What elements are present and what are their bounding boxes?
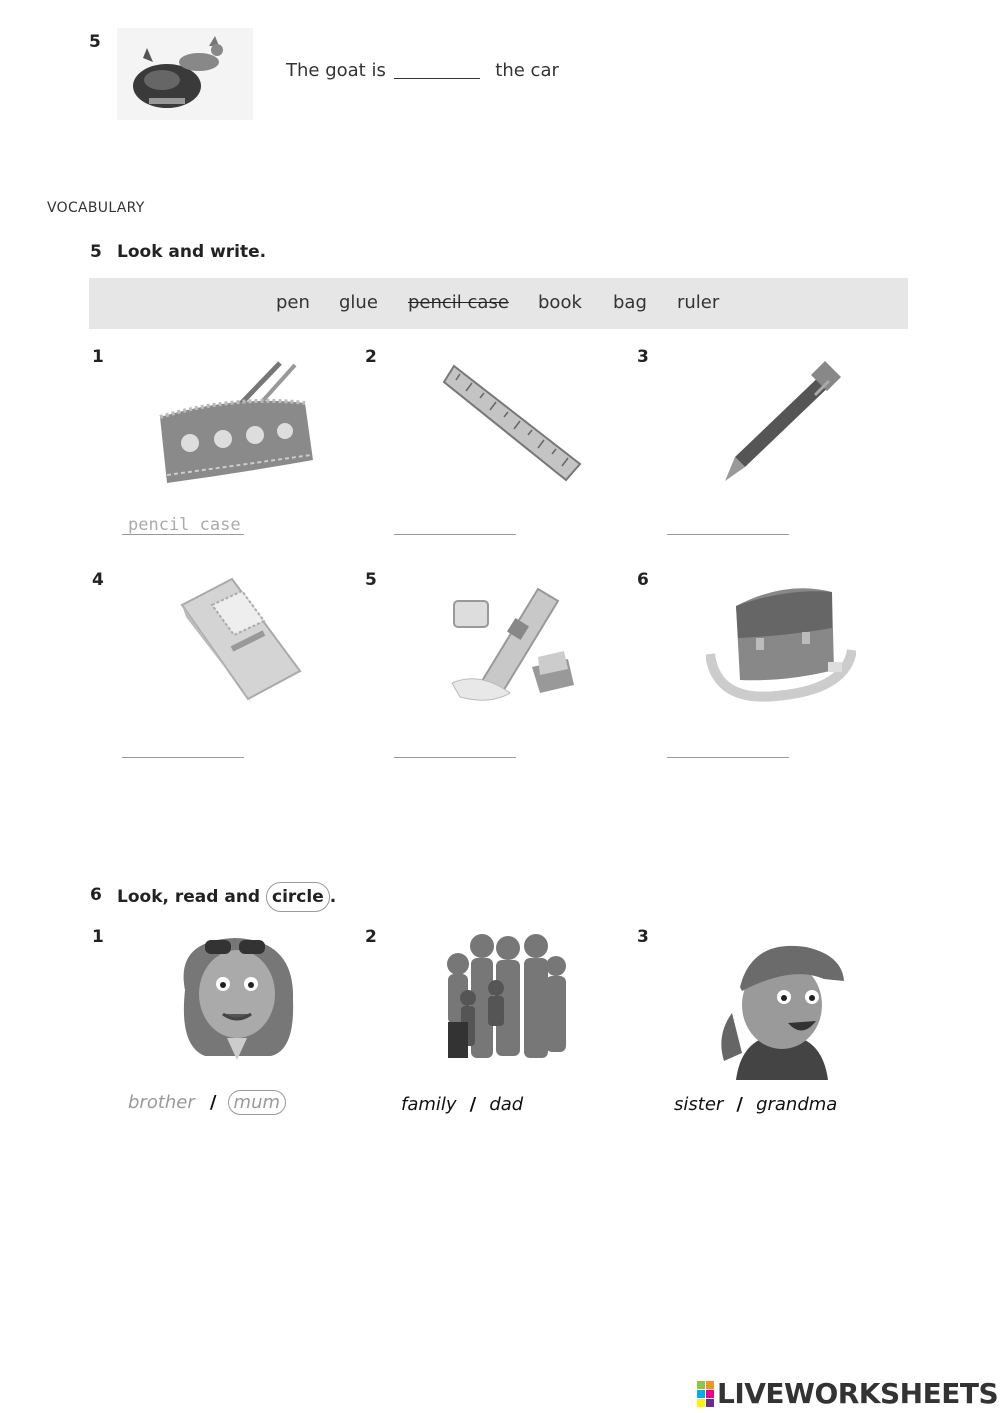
option-grandma[interactable]: grandma xyxy=(756,1094,838,1115)
item1-options xyxy=(128,1092,286,1113)
liveworksheets-logo[interactable] xyxy=(697,1377,998,1410)
option-separator: / xyxy=(469,1094,477,1115)
item-number: 2 xyxy=(365,347,377,367)
family-picture xyxy=(438,932,578,1067)
girl-face-icon xyxy=(712,935,847,1080)
answer-2-line[interactable] xyxy=(394,534,516,535)
word-bank-book: book xyxy=(538,292,582,313)
word-bank xyxy=(89,278,908,329)
logo-text: LIVEWORKSHEETS xyxy=(717,1377,999,1410)
item-number: 2 xyxy=(365,927,377,947)
option-family[interactable]: family xyxy=(401,1094,457,1115)
glue-icon xyxy=(440,585,585,710)
goat-car-icon xyxy=(117,28,253,120)
answer-1-text: pencil case xyxy=(128,515,241,535)
girl-picture xyxy=(712,935,847,1080)
exercise6-instruction xyxy=(117,882,336,912)
sentence-end: the car xyxy=(495,60,559,81)
word-bank-glue: glue xyxy=(339,292,378,313)
answer-4-line[interactable] xyxy=(122,757,244,758)
logo-icon xyxy=(697,1381,714,1407)
option-brother[interactable]: brother xyxy=(128,1092,195,1113)
option-dad[interactable]: dad xyxy=(489,1094,524,1115)
woman-face-icon xyxy=(175,930,300,1070)
answer-1-line[interactable] xyxy=(122,534,244,535)
item-number: 6 xyxy=(637,570,649,590)
pen-picture xyxy=(715,355,845,485)
top-question-number: 5 xyxy=(89,32,101,52)
answer-5-line[interactable] xyxy=(394,757,516,758)
bag-icon xyxy=(706,578,856,708)
goat-car-picture xyxy=(117,28,253,120)
option-separator: / xyxy=(209,1092,217,1113)
item-number: 1 xyxy=(92,347,104,367)
glue-picture xyxy=(440,585,585,710)
exercise5-number: 5 xyxy=(90,242,102,262)
goat-sentence xyxy=(286,60,559,81)
answer-6-line[interactable] xyxy=(667,757,789,758)
ruler-picture xyxy=(440,358,585,483)
section-label: VOCABULARY xyxy=(47,200,145,216)
item-number: 3 xyxy=(637,927,649,947)
option-mum-circled[interactable]: mum xyxy=(228,1090,286,1115)
pen-icon xyxy=(715,355,845,485)
mum-picture xyxy=(175,930,300,1070)
exercise6-number: 6 xyxy=(90,885,102,905)
item-number: 4 xyxy=(92,570,104,590)
book-icon xyxy=(172,575,307,705)
item-number: 1 xyxy=(92,927,104,947)
item2-options xyxy=(401,1094,523,1115)
ruler-icon xyxy=(440,358,585,483)
exercise5-instruction: Look and write. xyxy=(117,242,267,262)
word-bank-ruler: ruler xyxy=(677,292,720,313)
answer-blank[interactable] xyxy=(394,78,480,79)
item-number: 5 xyxy=(365,570,377,590)
family-icon xyxy=(438,932,578,1067)
item-number: 3 xyxy=(637,347,649,367)
instruction-period: . xyxy=(329,887,337,907)
word-bank-bag: bag xyxy=(613,292,647,313)
pencil-case-icon xyxy=(155,355,325,490)
item3-options xyxy=(674,1094,837,1115)
bag-picture xyxy=(706,578,856,708)
pencil-case-picture xyxy=(155,355,325,490)
word-bank-pen: pen xyxy=(276,292,310,313)
option-separator: / xyxy=(736,1094,743,1115)
word-bank-pencil-case: pencil case xyxy=(408,292,509,313)
answer-3-line[interactable] xyxy=(667,534,789,535)
sentence-start: The goat is xyxy=(286,60,386,81)
instruction-circle-word: circle xyxy=(266,882,330,912)
instruction-text: Look, read and xyxy=(117,887,261,907)
option-sister[interactable]: sister xyxy=(674,1094,724,1115)
book-picture xyxy=(172,575,307,705)
